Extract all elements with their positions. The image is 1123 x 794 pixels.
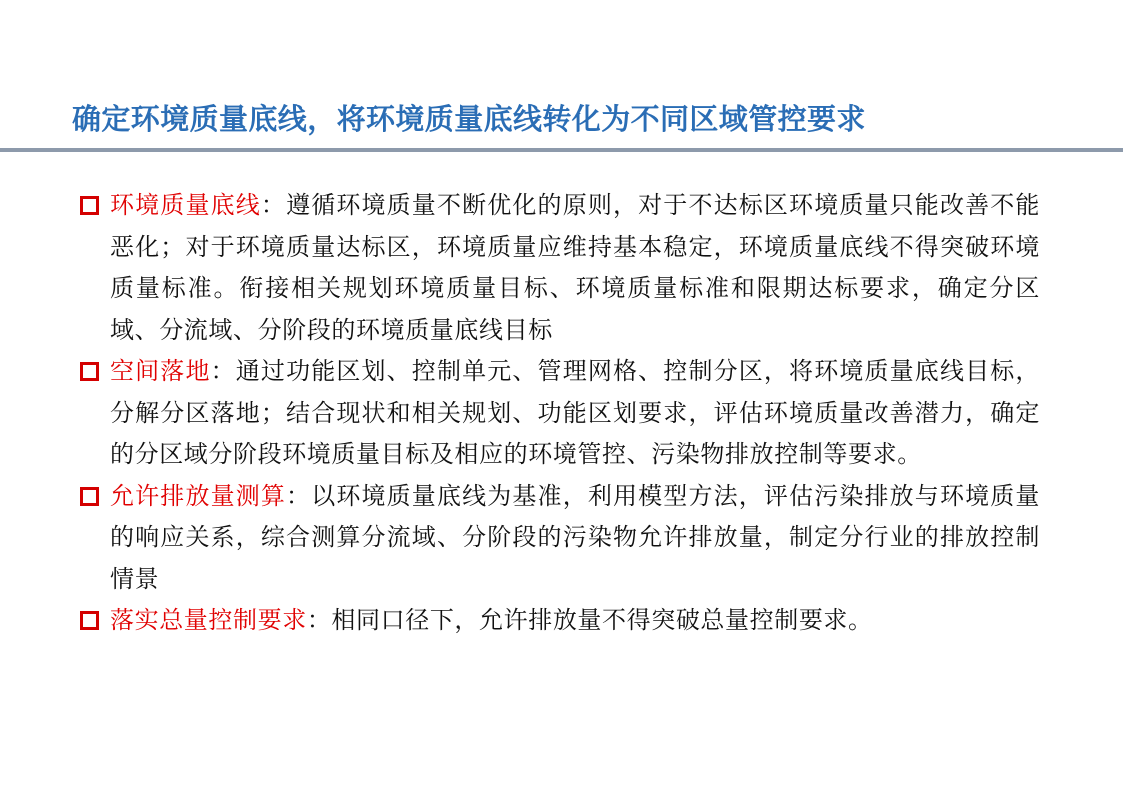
bullet-item-spatial-implementation (80, 351, 1040, 476)
bullet-term: 落实总量控制要求 (110, 606, 307, 634)
hollow-square-bullet-icon (80, 362, 99, 381)
bullet-text: 通过功能区划、控制单元、管理网格、控制分区，将环境质量底线目标，分解分区落地；结合现状和相关规划、功能区划要求，评估环境质量改善潜力，确定的分区域分阶段环境质量目标及相应的环境管控、污染物排放控制等要求。 (110, 357, 1040, 468)
bullet-text: 以环境质量底线为基准，利用模型方法，评估污染排放与环境质量的响应关系，综合测算分流域、分阶段的污染物允许排放量，制定分行业的排放控制情景 (110, 481, 1040, 593)
bullet-text: 遵循环境质量不断优化的原则，对于不达标区环境质量只能改善不能恶化；对于环境质量达标区，环境质量应维持基本稳定，环境质量底线不得突破环境质量标准。衔接相关规划环境质量目标、环境质量标准和限期达标要求，确定分区域、分流域、分阶段的环境质量底线目标 (110, 191, 1040, 344)
bullet-item-environmental-baseline (80, 185, 1040, 351)
hollow-square-bullet-icon (80, 487, 99, 506)
hollow-square-bullet-icon (80, 196, 99, 215)
bullet-separator: ： (260, 191, 287, 219)
bullet-term: 环境质量底线 (110, 191, 261, 219)
bullet-term: 空间落地 (110, 357, 211, 385)
bullet-list (80, 185, 1040, 642)
bullet-separator: ： (286, 481, 312, 510)
bullet-item-allowable-emission-calculation (80, 476, 1040, 601)
bullet-term: 允许排放量测算 (110, 481, 287, 510)
slide-title: 确定环境质量底线，将环境质量底线转化为不同区域管控要求 (72, 102, 866, 136)
hollow-square-bullet-icon (80, 611, 99, 630)
bullet-separator: ： (210, 357, 236, 385)
bullet-text: 相同口径下，允许排放量不得突破总量控制要求。 (331, 606, 873, 634)
title-divider (0, 148, 1123, 152)
bullet-item-total-control-requirements (80, 600, 1040, 642)
bullet-separator: ： (306, 606, 332, 634)
